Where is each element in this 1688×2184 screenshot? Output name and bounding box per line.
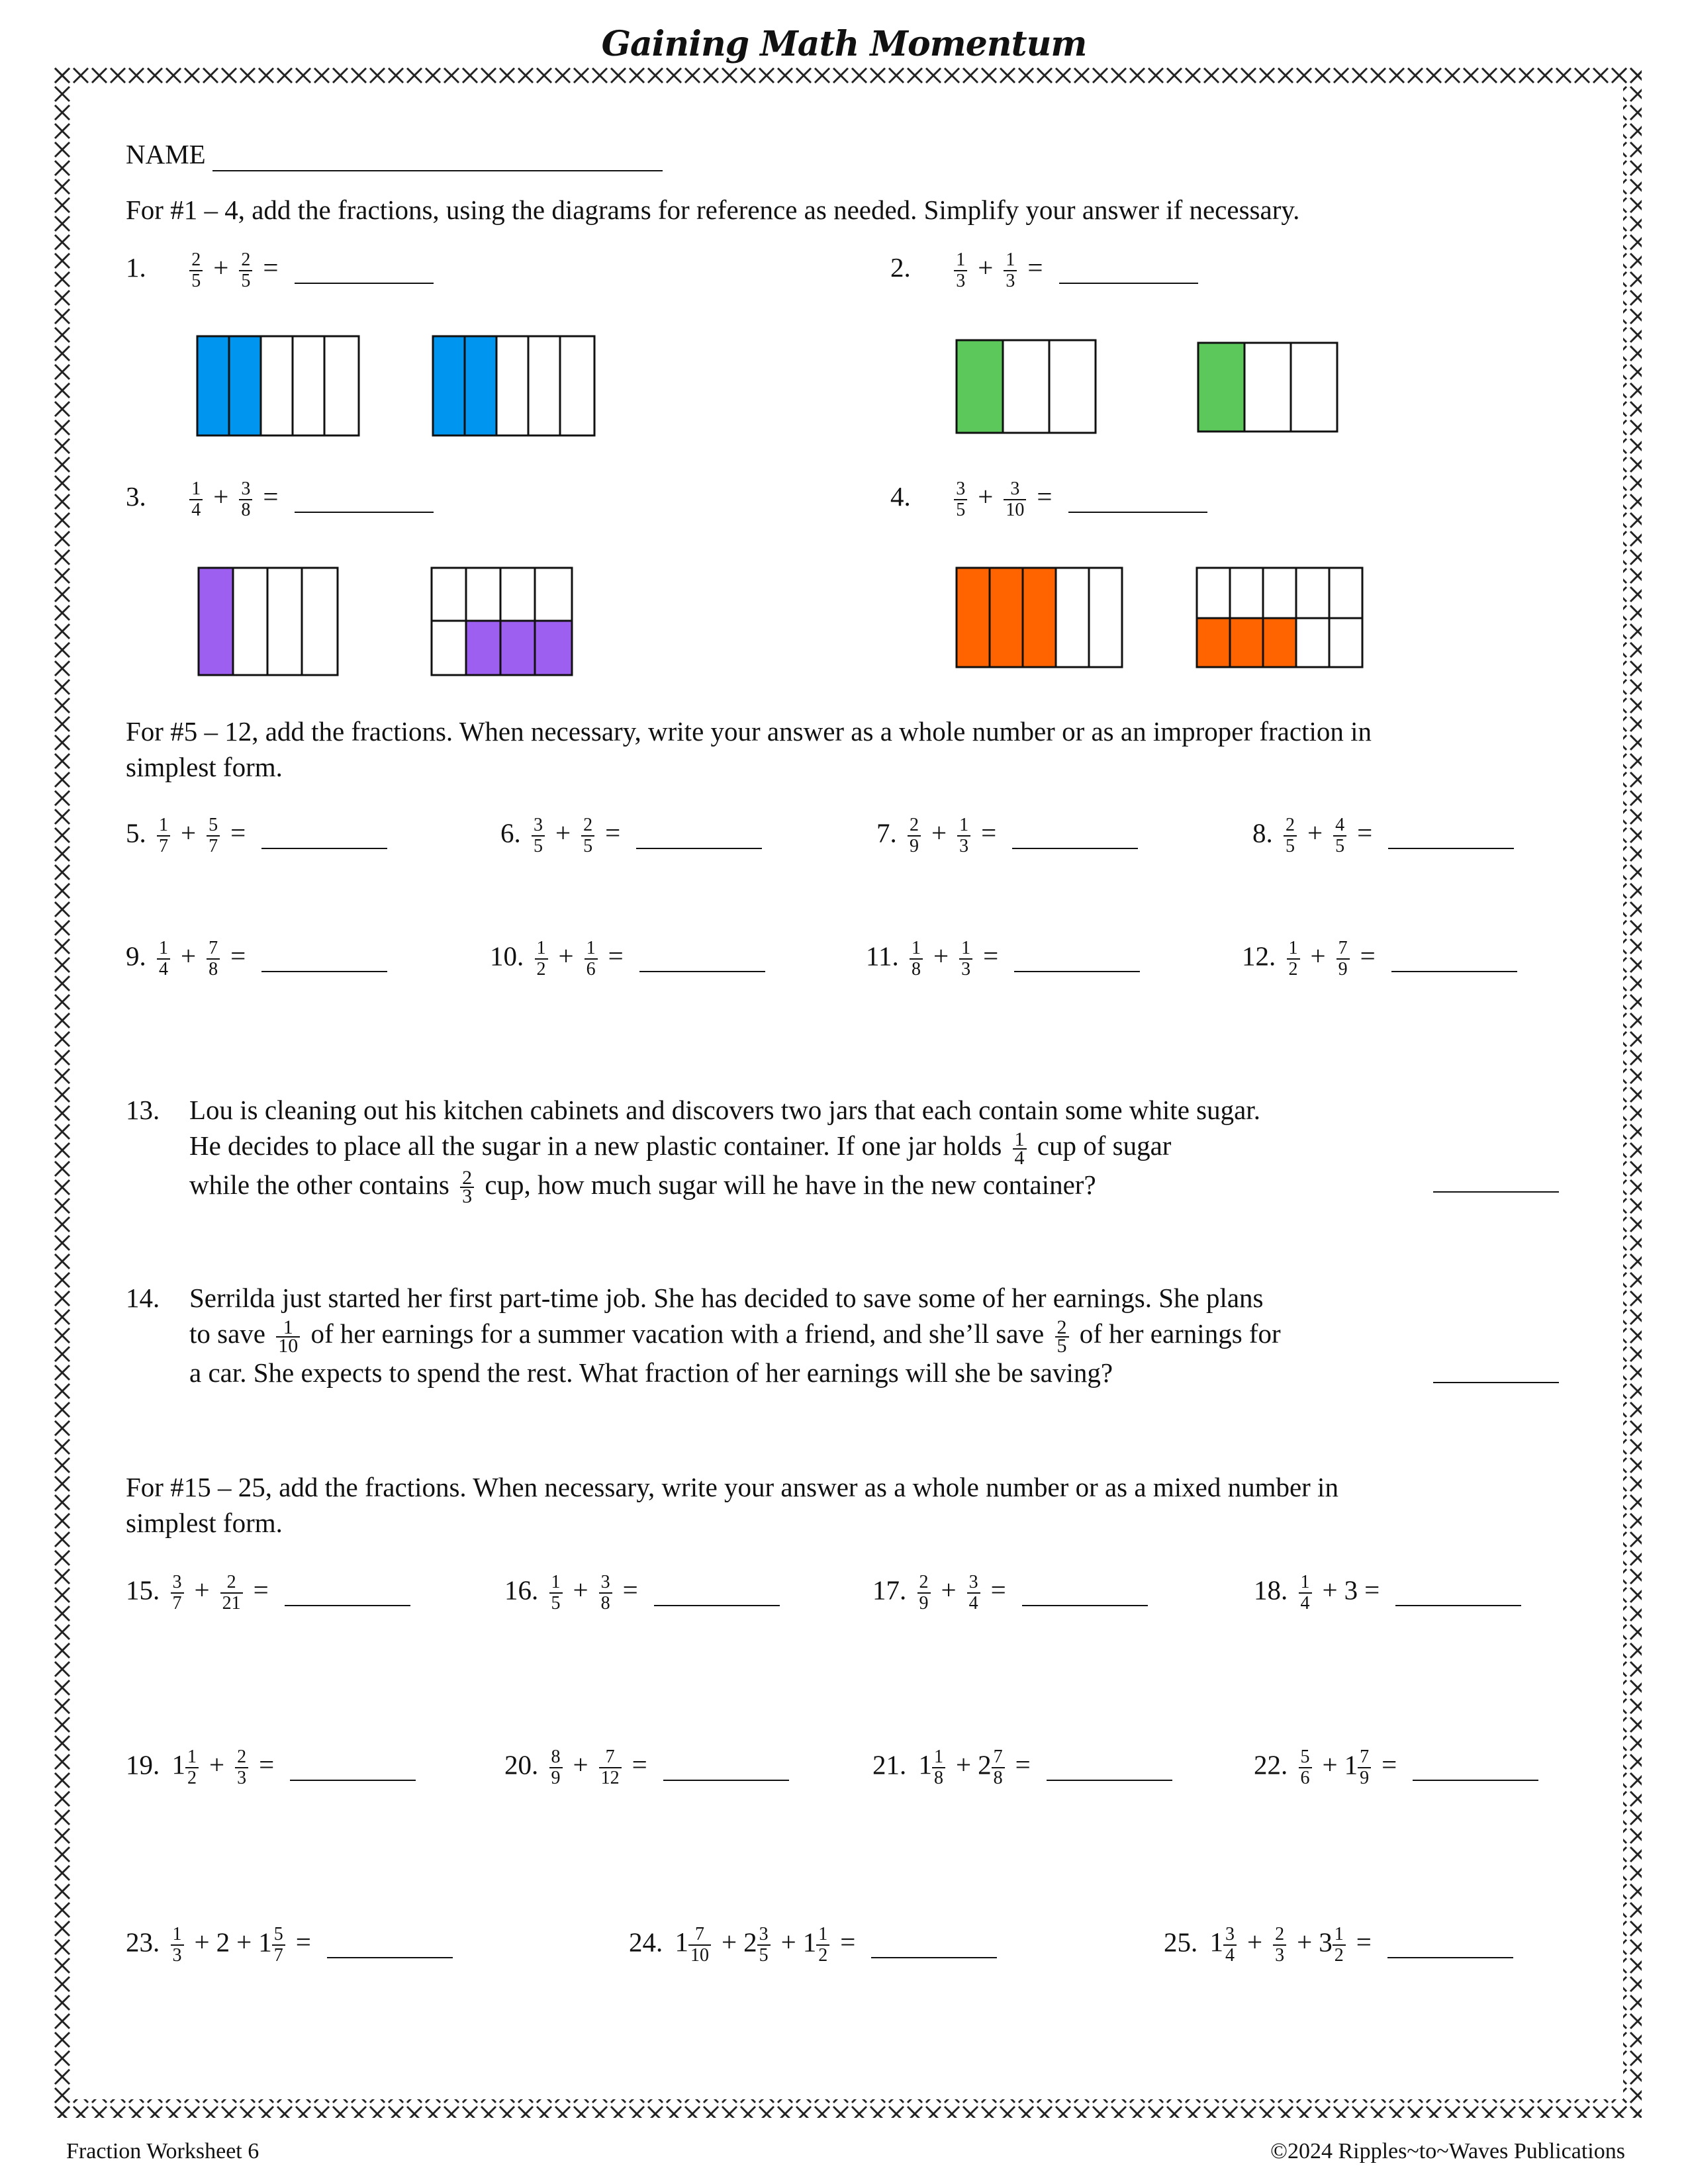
diagram-4a-fifths <box>955 567 1125 670</box>
answer-blank[interactable] <box>1022 1580 1148 1606</box>
worksheet-title: Gaining Math Momentum <box>601 24 1087 64</box>
problem-24: 24. 1 $\frac{7}{10}$ + 2 $\frac{3}{5}$ + 1 $\frac{1}{2}$ = <box>629 1925 997 1966</box>
diagram-1b-fifths <box>432 335 597 437</box>
problem-7: 7. $\frac{2}{9}$ + $\frac{1}{3}$ = <box>876 815 1138 856</box>
diagram-1a-fifths <box>196 335 361 437</box>
answer-blank[interactable] <box>1413 1754 1538 1781</box>
problem-6: 6. $\frac{3}{5}$ + $\frac{2}{5}$ = <box>500 815 762 856</box>
diagram-2a-thirds <box>955 339 1098 435</box>
answer-blank[interactable] <box>636 823 762 849</box>
problem-18: 18. $\frac{1}{4}$ + 3 = <box>1254 1572 1521 1614</box>
answer-blank[interactable] <box>290 1754 416 1781</box>
section1-instructions: For #1 – 4, add the fractions, using the diagrams for reference as needed. Simplify your answer if necessary. <box>126 195 1300 225</box>
answer-blank[interactable] <box>1014 946 1140 972</box>
answer-blank[interactable] <box>1012 823 1138 849</box>
answer-blank[interactable] <box>1388 823 1514 849</box>
answer-blank[interactable] <box>261 946 387 972</box>
answer-blank[interactable] <box>639 946 765 972</box>
answer-blank[interactable] <box>1047 1754 1172 1781</box>
problem-10: 10. $\frac{1}{2}$ + $\frac{1}{6}$ = <box>490 938 765 979</box>
problem-15: 15. $\frac{3}{7}$ + $\frac{2}{21}$ = <box>126 1572 410 1614</box>
diagram-2b-thirds <box>1197 341 1339 434</box>
answer-blank[interactable] <box>1395 1580 1521 1606</box>
answer-blank[interactable] <box>295 486 434 513</box>
problem-14: 14. Serrilda just started her first part-time job. She has decided to save some of her earnings. She plans to save $\frac{1}{10}$ of her earnings for a summer vacation with a friend, and she’ll save $\frac{2}{5}$ of her earnings for a car. She expects to spend the rest. What fraction of her earnings will she be saving? <box>126 1283 1281 1388</box>
problem-19: 19. 1 $\frac{1}{2}$ + $\frac{2}{3}$ = <box>126 1747 416 1788</box>
answer-blank[interactable] <box>654 1580 780 1606</box>
answer-blank[interactable] <box>1391 946 1517 972</box>
diagram-3a-fourths <box>197 567 340 678</box>
name-blank[interactable] <box>212 144 663 171</box>
answer-blank[interactable] <box>871 1932 997 1958</box>
problem-22: 22. $\frac{5}{6}$ + 1 $\frac{7}{9}$ = <box>1254 1747 1538 1788</box>
diagram-4b-tenths <box>1196 567 1365 670</box>
footer-worksheet-name: Fraction Worksheet 6 <box>66 2139 259 2163</box>
problem-23: 23. $\frac{1}{3}$ + 2 + 1 $\frac{5}{7}$ = <box>126 1925 453 1966</box>
footer-copyright: ©2024 Ripples~to~Waves Publications <box>1270 2139 1625 2163</box>
answer-blank[interactable] <box>1059 257 1198 284</box>
name-field <box>126 136 663 172</box>
problem-4: 4. $\frac{3}{5}$ + $\frac{3}{10}$ = <box>890 479 1207 520</box>
problem-8: 8. $\frac{2}{5}$ + $\frac{4}{5}$ = <box>1252 815 1514 856</box>
problem-12: 12. $\frac{1}{2}$ + $\frac{7}{9}$ = <box>1242 938 1517 979</box>
answer-blank[interactable] <box>261 823 387 849</box>
problem-11: 11. $\frac{1}{8}$ + $\frac{1}{3}$ = <box>866 938 1140 979</box>
problem-2: 2. $\frac{1}{3}$ + $\frac{1}{3}$ = <box>890 250 1198 291</box>
problem-5: 5. $\frac{1}{7}$ + $\frac{5}{7}$ = <box>126 815 387 856</box>
answer-blank[interactable] <box>1387 1932 1513 1958</box>
answer-blank-13[interactable] <box>1433 1167 1559 1193</box>
problem-3: 3. $\frac{1}{4}$ + $\frac{3}{8}$ = <box>126 479 434 520</box>
problem-21: 21. 1 $\frac{1}{8}$ + 2 $\frac{7}{8}$ = <box>872 1747 1172 1788</box>
answer-blank-14[interactable] <box>1433 1358 1559 1383</box>
answer-blank[interactable] <box>285 1580 410 1606</box>
name-label: NAME <box>126 139 206 169</box>
answer-blank[interactable] <box>663 1754 789 1781</box>
section3-instructions: For #15 – 25, add the fractions. When necessary, write your answer as a whole number or as a mixed number in simplest form. <box>126 1472 1338 1538</box>
answer-blank[interactable] <box>327 1932 453 1958</box>
section2-instructions: For #5 – 12, add the fractions. When necessary, write your answer as a whole number or as an improper fraction in simplest form. <box>126 716 1372 782</box>
problem-25: 25. 1 $\frac{3}{4}$ + $\frac{2}{3}$ + 3 $\frac{1}{2}$ = <box>1164 1925 1513 1966</box>
problem-1: 1. $\frac{2}{5}$ + $\frac{2}{5}$ = <box>126 250 434 291</box>
answer-blank[interactable] <box>295 257 434 284</box>
problem-9: 9. $\frac{1}{4}$ + $\frac{7}{8}$ = <box>126 938 387 979</box>
problem-16: 16. $\frac{1}{5}$ + $\frac{3}{8}$ = <box>504 1572 780 1614</box>
answer-blank[interactable] <box>1068 486 1207 513</box>
problem-17: 17. $\frac{2}{9}$ + $\frac{3}{4}$ = <box>872 1572 1148 1614</box>
problem-20: 20. $\frac{8}{9}$ + $\frac{7}{12}$ = <box>504 1747 789 1788</box>
problem-13: 13. Lou is cleaning out his kitchen cabinets and discovers two jars that each contain some white sugar. He decides to place all the sugar in a new plastic container. If one jar holds $\frac{1}{4}$ cup of sugar while the other contains $\frac{2}{3}$ cup, how much sugar will he have in the new container? <box>126 1095 1260 1208</box>
diagram-3b-eighths <box>430 567 576 678</box>
